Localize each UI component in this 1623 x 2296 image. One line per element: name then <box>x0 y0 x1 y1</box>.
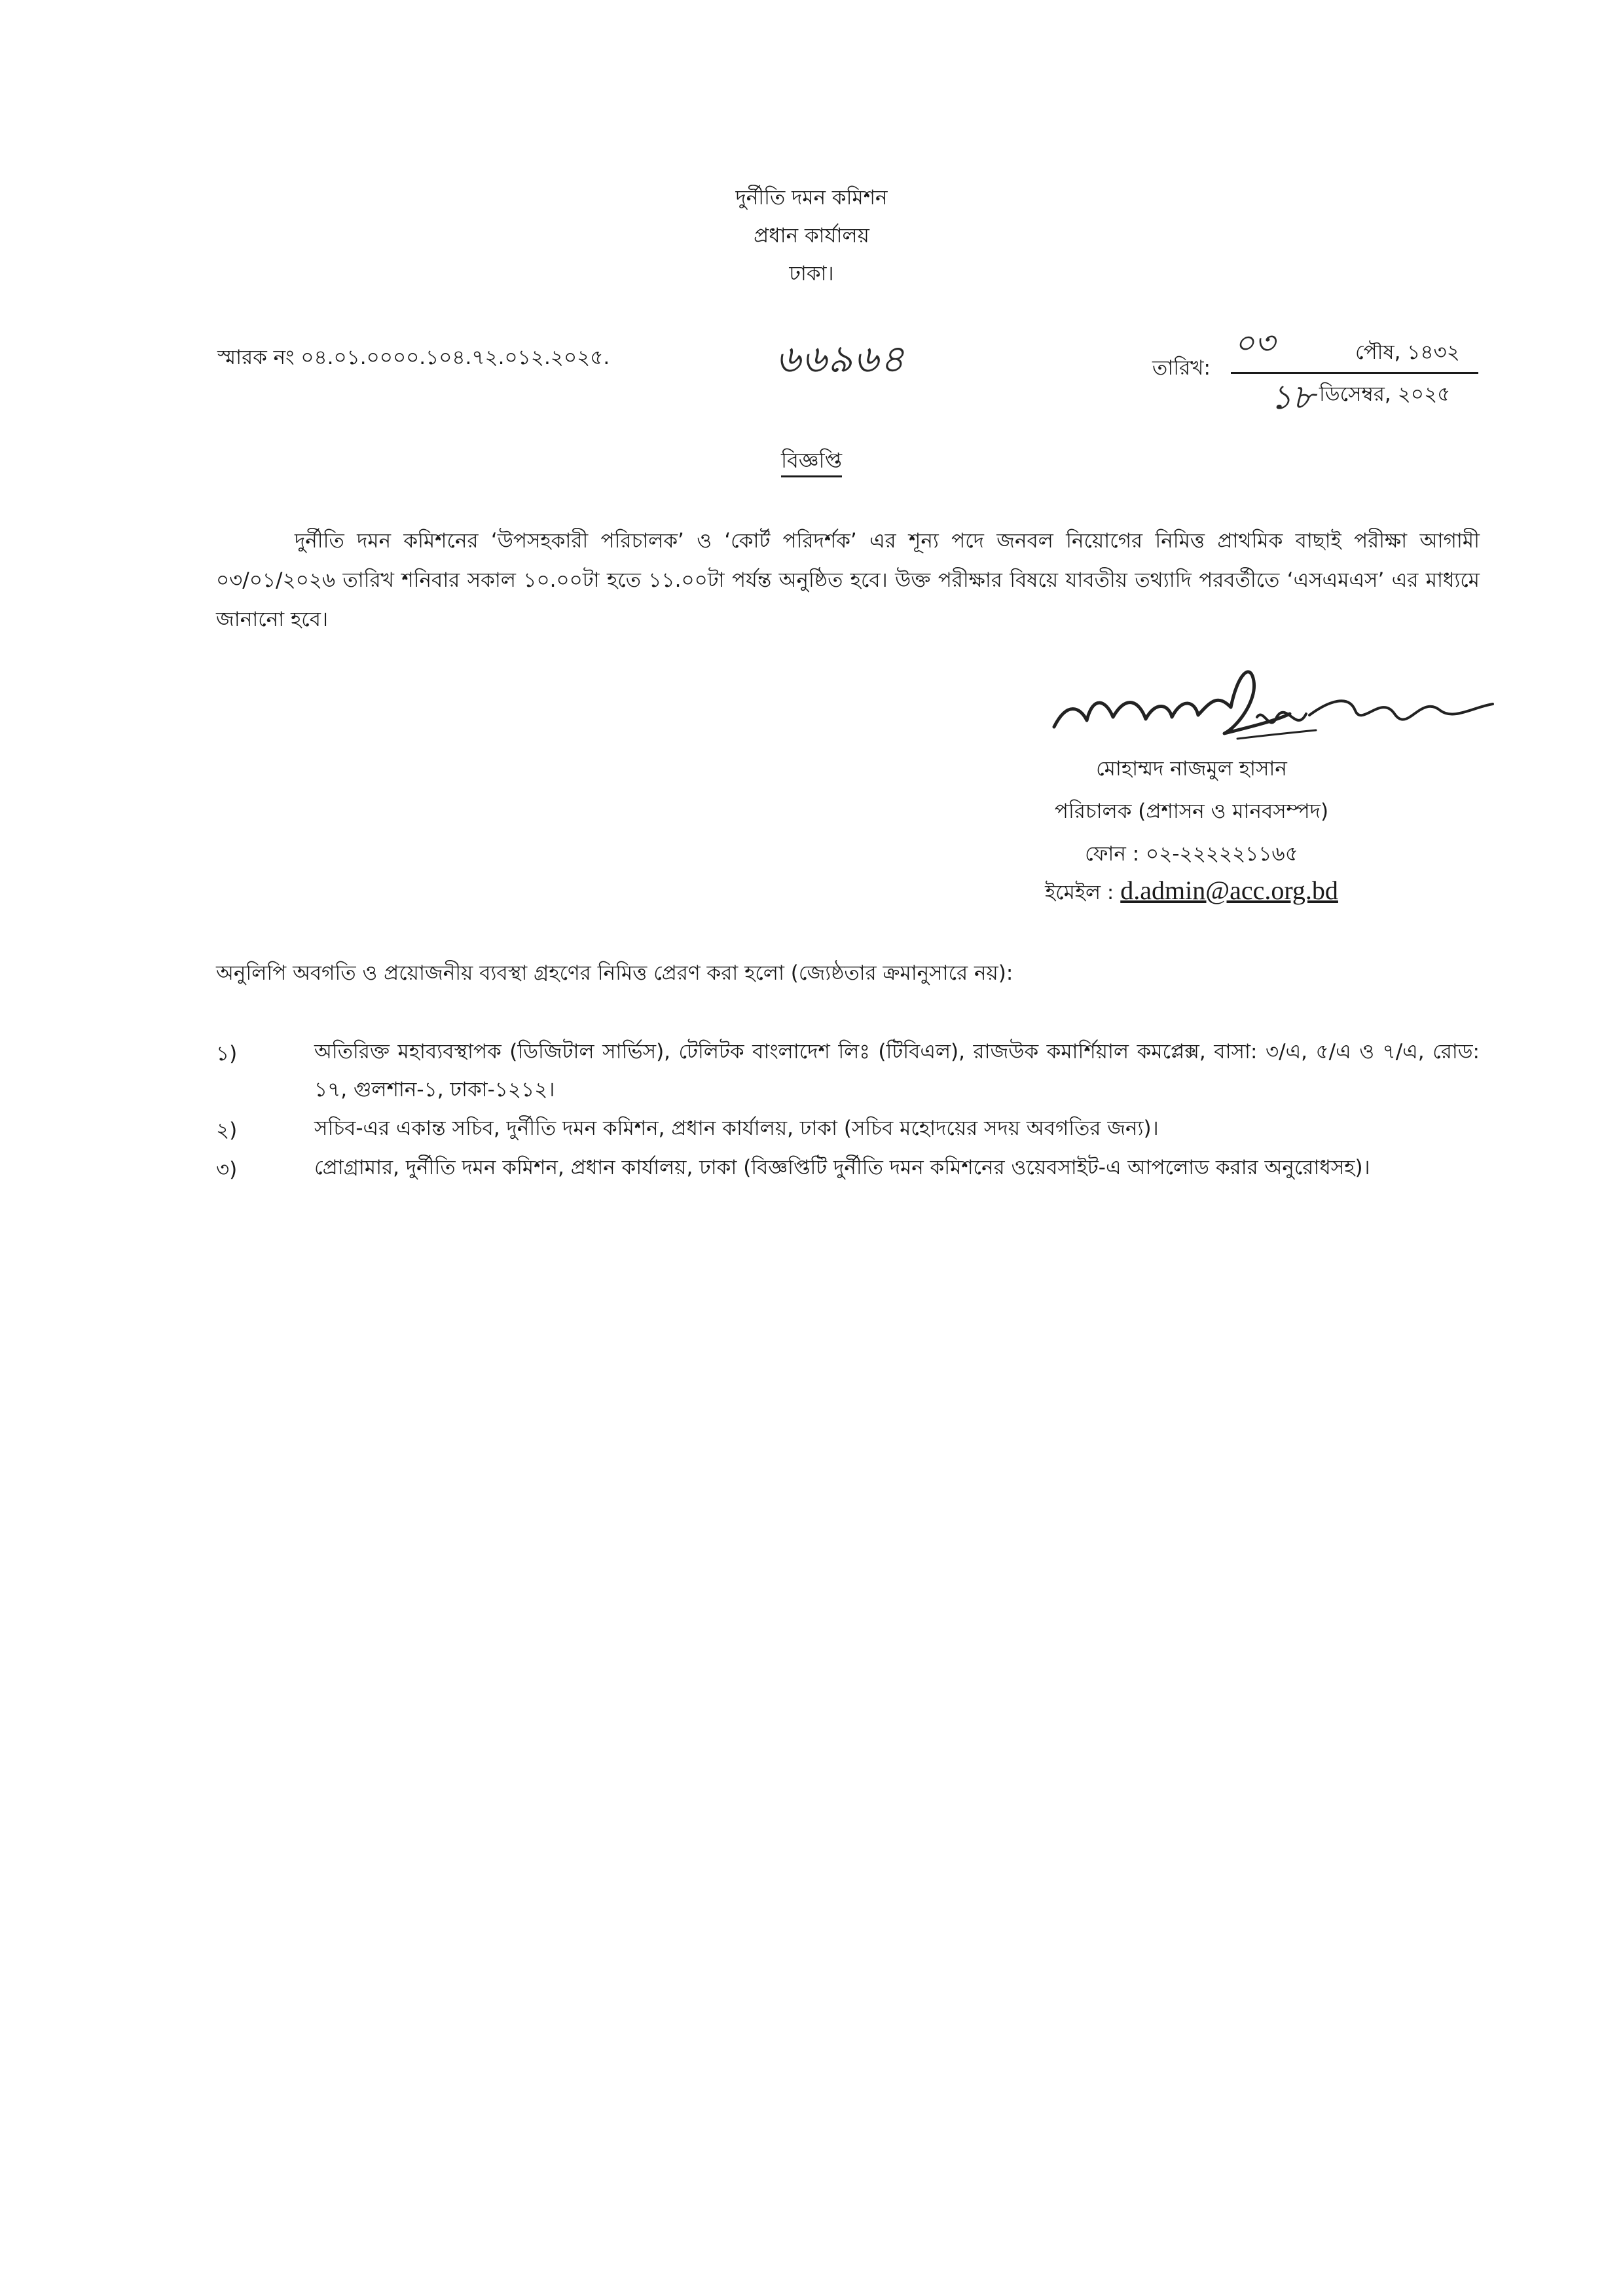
notice-title <box>0 444 1623 479</box>
date-divider <box>1231 372 1478 374</box>
email-label: ইমেইল : <box>1045 881 1114 904</box>
notice-title-text: বিজ্ঞপ্তি <box>781 448 842 477</box>
email-link[interactable]: d.admin@acc.org.bd <box>1120 876 1338 905</box>
signatory-phone: ফোন : ০২-২২২২২১১৬৫ <box>1085 842 1298 866</box>
office-name: প্রধান কার্যালয় <box>754 224 869 248</box>
org-name: দুর্নীতি দমন কমিশন <box>735 186 888 210</box>
copy-item-number: ১) <box>216 1042 238 1065</box>
signatory-name: মোহাম্মদ নাজমুল হাসান <box>1096 757 1287 781</box>
bangla-month-year: পৌষ, ১৪৩২ <box>1355 341 1460 364</box>
bangla-date-handwritten: ০৩ <box>1234 325 1275 361</box>
memo-number-handwritten: ৬৬৯৬৪ <box>776 337 906 381</box>
english-date-handwritten: ১৮ <box>1270 378 1315 417</box>
copy-intro: অনুলিপি অবগতি ও প্রয়োজনীয় ব্যবস্থা গ্রহণের নিমিত্ত প্রেরণ করা হলো (জ্যেষ্ঠতার ক্রমানুসারে নয়): <box>216 961 1013 985</box>
memo-label: স্মারক নং ০৪.০১.০০০০.১০৪.৭২.০১২.২০২৫. <box>217 346 610 369</box>
signature-image <box>1041 655 1499 766</box>
copy-item-text: অতিরিক্ত মহাব্যবস্থাপক (ডিজিটাল সার্ভিস), টেলিটক বাংলাদেশ লিঃ (টিবিএল), রাজউক কমার্শিয়াল কমপ্লেক্স, বাসা: ৩/এ, ৫/এ ও ৭/এ, রোড: ১৭, গুলশান-১, ঢাকা-১২১২। <box>314 1040 1480 1102</box>
copy-item-text: সচিব-এর একান্ত সচিব, দুর্নীতি দমন কমিশন, প্রধান কার্যালয়, ঢাকা (সচিব মহোদয়ের সদয় অবগতির জন্য)। <box>314 1117 1159 1140</box>
copy-item-text: প্রোগ্রামার, দুর্নীতি দমন কমিশন, প্রধান কার্যালয়, ঢাকা (বিজ্ঞপ্তিটি দুর্নীতি দমন কমিশনের ওয়েবসাইট-এ আপলোড করার অনুরোধসহ)। <box>314 1156 1370 1179</box>
english-month-year: ডিসেম্বর, ২০২৫ <box>1319 382 1451 406</box>
signatory-designation: পরিচালক (প্রশাসন ও মানবসম্পদ) <box>1054 800 1329 823</box>
copy-item-number: ২) <box>216 1119 238 1142</box>
copy-item-number: ৩) <box>216 1158 238 1181</box>
notice-body: দুর্নীতি দমন কমিশনের ‘উপসহকারী পরিচালক’ ও ‘কোর্ট পরিদর্শক’ এর শূন্য পদে জনবল নিয়োগের নিমিত্ত প্রাথমিক বাছাই পরীক্ষা আগামী ০৩/০১/২০২৬ তারিখ শনিবার সকাল ১০.০০টা হতে ১১.০০টা পর্যন্ত অনুষ্ঠিত হবে। উক্ত পরীক্ষার বিষয়ে যাবতীয় তথ্যাদি পরবর্তীতে ‘এসএমএস’ এর মাধ্যমে জানানো হবে। <box>216 529 1480 631</box>
signatory-email-row <box>903 875 1480 911</box>
date-label: তারিখ: <box>1152 356 1211 380</box>
city-name: ঢাকা। <box>789 262 834 286</box>
